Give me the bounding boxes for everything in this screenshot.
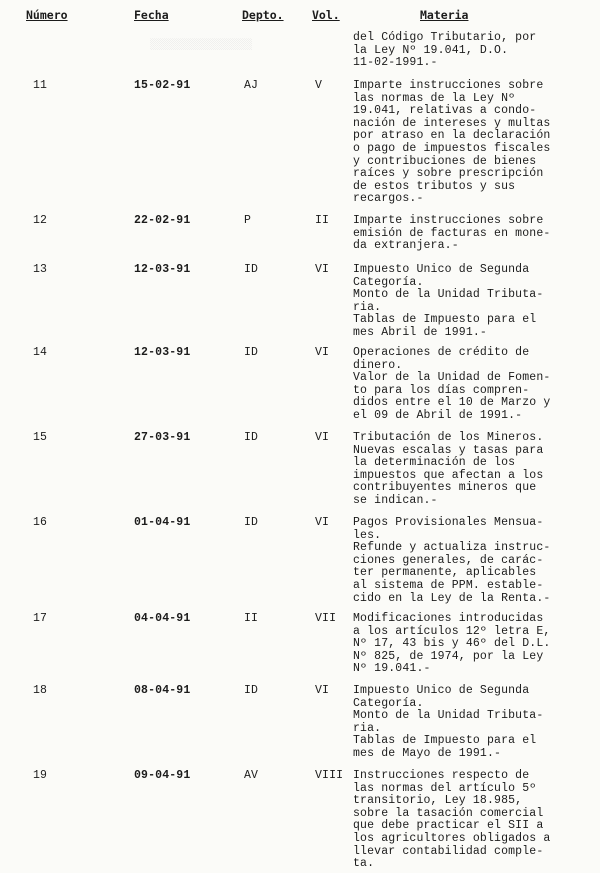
row-vol: VI [315,431,330,444]
row-depto: II [244,612,259,625]
row-materia: Modificaciones introducidas a los artículos 12º letra E, Nº 17, 43 bis y 46º del D.L. Nº 825, de 1974, por la Ley Nº 19.041.- [353,612,551,676]
row-vol: VI [315,684,330,697]
row-materia: Tributación de los Mineros. Nuevas escalas y tasas para la determinación de los impuestos que afectan a los contribuyentes mineros que se indican.- [353,431,544,507]
header-materia: Materia [420,8,469,22]
row-vol: VI [315,516,330,529]
row-fecha: 04-04-91 [134,612,191,625]
row-vol: VII [315,612,337,625]
row-numero: 15 [33,431,48,444]
row-numero: 18 [33,684,48,697]
row-numero: 12 [33,214,48,227]
row-vol: V [315,79,323,92]
row-vol: VI [315,263,330,276]
row-fecha: 22-02-91 [134,214,191,227]
row-vol: II [315,214,330,227]
row-materia: Imparte instrucciones sobre las normas de la Ley Nº 19.041, relativas a condo- nación de intereses y multas por atraso en la declaración o pago de impuestos fiscales y contribuciones de bienes raíces y sobre prescripción de estos tributos y sus recargos.- [353,79,551,206]
header-vol: Vol. [312,8,340,22]
row-depto: ID [244,263,259,276]
row-fecha: 12-03-91 [134,263,191,276]
row-fecha: 27-03-91 [134,431,191,444]
row-numero: 19 [33,769,48,782]
row-vol: VIII [315,769,344,782]
row-numero: 14 [33,346,48,359]
row-depto: P [244,214,252,227]
header-numero: Número [26,8,68,22]
row-numero: 11 [33,79,48,92]
row-depto: AJ [244,79,259,92]
row-fecha: 01-04-91 [134,516,191,529]
row-fecha: 15-02-91 [134,79,191,92]
bleed-through-lines: ░░░░░░░░░░░░░░░░░ [150,40,253,51]
row-fecha: 09-04-91 [134,769,191,782]
row-numero: 17 [33,612,48,625]
header-depto: Depto. [242,8,284,22]
row-materia: Impuesto Unico de Segunda Categoría. Monto de la Unidad Tributa- ria. Tablas de Impuesto para el mes de Mayo de 1991.- [353,684,544,760]
row-materia: Pagos Provisionales Mensua- les. Refunde y actualiza instruc- ciones generales, de carác- ter permanente, aplicables al sistema de PPM. estable- cido en la Ley de la Renta.- [353,516,551,605]
header-fecha: Fecha [134,8,169,22]
row-fecha: 08-04-91 [134,684,191,697]
row-depto: AV [244,769,259,782]
row-materia: Operaciones de crédito de dinero. Valor de la Unidad de Fomen- to para los días compren- didos entre el 10 de Marzo y el 09 de Abril de 1991.- [353,346,551,422]
row-materia: Instrucciones respecto de las normas del artículo 5º transitorio, Ley 18.985, sobre la tasación comercial que debe practicar el SII a los agricultores obligados a llevar contabilidad comple- ta. [353,769,551,871]
row-numero: 16 [33,516,48,529]
row-depto: ID [244,346,259,359]
row-fecha: 12-03-91 [134,346,191,359]
row-numero: 13 [33,263,48,276]
row-depto: ID [244,684,259,697]
row-vol: VI [315,346,330,359]
continuation-materia: del Código Tributario, por la Ley Nº 19.041, D.O. 11-02-1991.- [353,31,537,70]
row-depto: ID [244,516,259,529]
row-materia: Impuesto Unico de Segunda Categoría. Monto de la Unidad Tributa- ria. Tablas de Impuesto para el mes Abril de 1991.- [353,263,544,339]
row-depto: ID [244,431,259,444]
row-materia: Imparte instrucciones sobre emisión de facturas en mone- da extranjera.- [353,214,551,253]
